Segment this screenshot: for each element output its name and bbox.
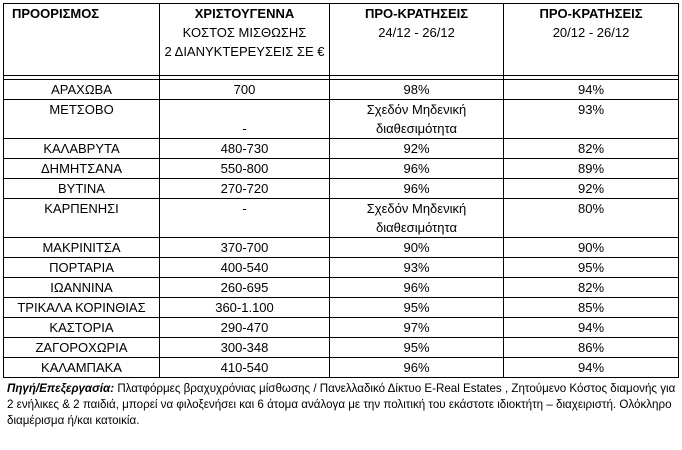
table-row <box>4 278 679 298</box>
cell-booking2: 86% <box>504 338 679 358</box>
cell-booking1: 96% <box>330 179 504 199</box>
header-booking2-title: ΠΡΟ-ΚΡΑΤΗΣΕΙΣ <box>539 6 643 21</box>
table-row <box>4 159 679 179</box>
header-christmas-title: ΧΡΙΣΤΟΥΓΕΝΝΑ <box>194 6 295 21</box>
table-row <box>4 100 679 139</box>
header-booking-20-26 <box>504 4 679 76</box>
cell-booking2: 94% <box>504 80 679 100</box>
cell-booking1: 92% <box>330 139 504 159</box>
cell-booking2: 93% <box>504 100 679 139</box>
cell-booking2: 80% <box>504 199 679 238</box>
cell-destination: ΚΑΣΤΟΡΙΑ <box>4 318 160 338</box>
cell-destination: ΠΟΡΤΑΡΙΑ <box>4 258 160 278</box>
cell-booking1: 98% <box>330 80 504 100</box>
cell-cost: 270-720 <box>160 179 330 199</box>
cell-cost: - <box>160 100 330 139</box>
cell-cost: 290-470 <box>160 318 330 338</box>
cell-booking1: 96% <box>330 278 504 298</box>
cell-booking1: 96% <box>330 159 504 179</box>
source-note <box>7 381 679 429</box>
cell-booking2: 94% <box>504 318 679 338</box>
cell-booking1: Σχεδόν Μηδενική διαθεσιμότητα <box>330 199 504 238</box>
cell-booking1: 97% <box>330 318 504 338</box>
cell-cost: - <box>160 199 330 238</box>
cell-booking1: 95% <box>330 338 504 358</box>
cell-cost: 550-800 <box>160 159 330 179</box>
table-header-row <box>4 4 679 76</box>
cell-cost: 260-695 <box>160 278 330 298</box>
cell-booking2: 82% <box>504 139 679 159</box>
table-row <box>4 298 679 318</box>
table-row <box>4 338 679 358</box>
header-booking1-sub: 24/12 - 26/12 <box>378 25 455 40</box>
cell-booking1: 96% <box>330 358 504 378</box>
cell-booking2: 92% <box>504 179 679 199</box>
header-christmas-sub2: 2 ΔΙΑΝΥΚΤΕΡΕΥΣΕΙΣ ΣΕ € <box>164 44 325 59</box>
cell-destination: ΒΥΤΙΝΑ <box>4 179 160 199</box>
cell-booking1: 95% <box>330 298 504 318</box>
cell-booking2: 89% <box>504 159 679 179</box>
cell-booking2: 95% <box>504 258 679 278</box>
cell-cost: 300-348 <box>160 338 330 358</box>
table-row <box>4 199 679 238</box>
table-row <box>4 139 679 159</box>
cell-cost: 400-540 <box>160 258 330 278</box>
cell-booking2: 82% <box>504 278 679 298</box>
cell-booking2: 90% <box>504 238 679 258</box>
cell-destination: ΜΕΤΣΟΒΟ <box>4 100 160 139</box>
cell-destination: ΜΑΚΡΙΝΙΤΣΑ <box>4 238 160 258</box>
cell-cost: 370-700 <box>160 238 330 258</box>
header-destination <box>4 4 160 76</box>
table-row <box>4 238 679 258</box>
header-destination-label: ΠΡΟΟΡΙΣΜΟΣ <box>12 6 100 21</box>
cell-cost: 700 <box>160 80 330 100</box>
header-christmas-sub1: ΚΟΣΤΟΣ ΜΙΣΘΩΣΗΣ <box>182 25 307 40</box>
cell-cost: 360-1.100 <box>160 298 330 318</box>
cell-booking2: 85% <box>504 298 679 318</box>
cell-destination: ΚΑΛΑΜΠΑΚΑ <box>4 358 160 378</box>
table-row <box>4 318 679 338</box>
cell-booking1: 90% <box>330 238 504 258</box>
cell-destination: ΑΡΑΧΩΒΑ <box>4 80 160 100</box>
cell-destination: ΖΑΓΟΡΟΧΩΡΙΑ <box>4 338 160 358</box>
document <box>3 3 678 429</box>
cell-destination: ΔΗΜΗΤΣΑΝΑ <box>4 159 160 179</box>
header-christmas-cost <box>160 4 330 76</box>
cell-destination: ΚΑΡΠΕΝΗΣΙ <box>4 199 160 238</box>
source-note-label: Πηγή/Επεξεργασία: <box>7 382 115 395</box>
destinations-table <box>3 3 679 378</box>
header-booking1-title: ΠΡΟ-ΚΡΑΤΗΣΕΙΣ <box>364 6 469 21</box>
source-note-text: Πλατφόρμες βραχυχρόνιας μίσθωσης / Πανελλαδικό Δίκτυο E-Real Estates , Ζητούμενο Κόστος διαμονής για 2 ενήλικες & 2 παιδιά, μπορεί να φιλοξενήσει και 6 άτομα ανάλογα με την πολιτική του εκάστοτε ιδιοκτήτη – διαχειριστή. Ολόκληρο διαμέρισμα ή/και κατοικία. <box>7 382 676 427</box>
header-booking-24-26 <box>330 4 504 76</box>
cell-booking1: 93% <box>330 258 504 278</box>
cell-booking1: Σχεδόν Μηδενική διαθεσιμότητα <box>330 100 504 139</box>
table-row <box>4 258 679 278</box>
table-row <box>4 80 679 100</box>
cell-cost: 480-730 <box>160 139 330 159</box>
cell-booking2: 94% <box>504 358 679 378</box>
header-booking2-sub: 20/12 - 26/12 <box>552 25 630 40</box>
cell-destination: ΙΩΑΝΝΙΝΑ <box>4 278 160 298</box>
table-row <box>4 358 679 378</box>
cell-cost: 410-540 <box>160 358 330 378</box>
cell-destination: ΚΑΛΑΒΡΥΤΑ <box>4 139 160 159</box>
table-row <box>4 179 679 199</box>
cell-destination: ΤΡΙΚΑΛΑ ΚΟΡΙΝΘΙΑΣ <box>4 298 160 318</box>
